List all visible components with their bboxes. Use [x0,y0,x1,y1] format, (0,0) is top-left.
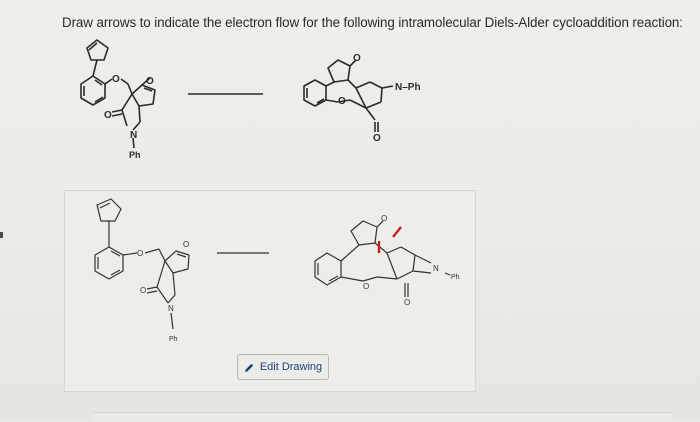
top-product-n-phenyl: N–Ph [395,82,421,93]
bottom-reactant-carbonyl-oxygen: O [140,286,147,295]
top-product-ether-oxygen: O [338,96,346,107]
top-reactant-nitrogen: N [130,130,138,141]
drawing-canvas[interactable] [64,190,476,392]
top-reactant-ring-oxygen: O [146,76,154,87]
top-product-lower-carbonyl-oxygen: O [373,133,381,144]
question-text: Draw arrows to indicate the electron flow for the following intramolecular Diels-Alder cycloaddition reaction: [62,15,683,30]
bottom-reactant-ring-oxygen: O [183,240,190,249]
bottom-product-ether-oxygen: O [363,282,370,291]
top-reactant-ether-oxygen: O [112,74,120,85]
reaction-scheme-image [60,30,480,180]
top-reactant-phenyl: Ph [129,150,141,160]
edit-drawing-label: Edit Drawing [259,361,323,373]
bottom-reactant-ether-oxygen: O [137,249,144,258]
bottom-product-phenyl: Ph [451,274,460,281]
editable-reaction-drawing [65,191,477,356]
top-reactant-carbonyl-oxygen: O [104,110,112,121]
window-edge-marker [0,232,3,238]
bottom-reactant-nitrogen: N [168,304,174,313]
bottom-product-nitrogen: N [433,264,439,273]
edit-drawing-button[interactable] [237,354,329,380]
bottom-product-carbonyl-oxygen: O [381,214,388,223]
bottom-product-lower-carbonyl-oxygen: O [404,298,411,307]
pencil-icon [244,362,255,373]
bottom-reactant-phenyl: Ph [169,336,178,343]
top-product-carbonyl-oxygen: O [353,53,361,64]
